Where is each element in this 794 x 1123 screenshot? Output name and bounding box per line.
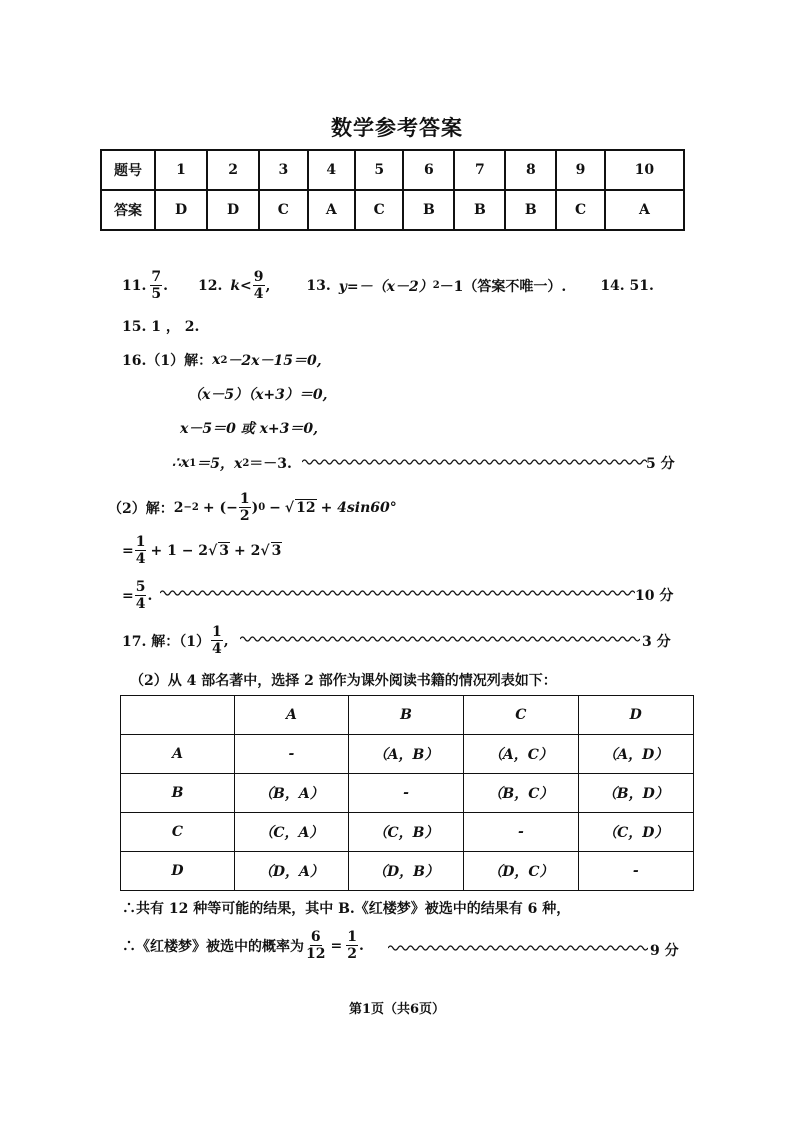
q12-operator: < — [240, 277, 252, 294]
q16-p2-l3-fraction — [135, 580, 147, 611]
q16-p2-l3-b: . — [147, 587, 153, 604]
column-header: D — [578, 696, 694, 735]
answer-cell: D — [207, 190, 259, 230]
answer-table-answer-row — [101, 190, 684, 230]
question-number: 3 — [259, 150, 307, 190]
q17-c2-denominator2: 2 — [347, 946, 357, 962]
table-row — [121, 852, 694, 891]
q17-score-2: 9 分 — [650, 943, 679, 959]
q16-p2-radicand: 12 — [296, 500, 316, 516]
q17-c2-fraction1 — [305, 930, 326, 961]
q17-part2-text: （2）从 4 部名著中，选择 2 部作为课外阅读书籍的情况列表如下： — [130, 673, 557, 689]
q16-p2-l2-b: + 1 − 2 — [150, 542, 209, 559]
answer-cell: C — [259, 190, 307, 230]
row-header: A — [121, 735, 235, 774]
q16-line2: （x－5）（x+3）＝0, — [188, 387, 328, 403]
q16-p2-l2-denominator: 4 — [135, 551, 146, 567]
column-header: C — [464, 696, 578, 735]
wavy-score-line — [302, 458, 647, 466]
table-cell: （D，A） — [235, 852, 349, 891]
table-cell: （C，B） — [348, 813, 463, 852]
answer-table — [100, 149, 685, 231]
q16-p2-a: 2 — [173, 499, 184, 516]
wavy-score-line — [240, 635, 640, 643]
q16-p2-fraction — [239, 492, 251, 523]
permutation-header-row — [121, 696, 694, 735]
q11-label: 11. — [122, 277, 147, 294]
q16-part2-line3 — [122, 580, 152, 611]
q12-label: 12. — [197, 277, 223, 294]
q16-p2-d: − — [269, 499, 281, 516]
q16-p2-exp: −2 — [183, 502, 199, 513]
sqrt-symbol: √ — [208, 542, 218, 559]
q15-answer: 15. 1 ， 2. — [122, 319, 200, 335]
question-number: 5 — [355, 150, 403, 190]
q11-fraction — [150, 270, 162, 301]
q17-c2-equals: = — [330, 937, 343, 954]
q17-numerator: 1 — [211, 624, 222, 640]
q16-intro: 16.（1）解： — [122, 353, 213, 369]
wavy-score-line — [160, 589, 635, 597]
q16-p2-b: + (− — [202, 499, 238, 516]
q16-p2-l2-a: = — [122, 542, 134, 559]
q17-c2-numerator1: 6 — [310, 929, 321, 945]
row-header: D — [121, 852, 235, 891]
table-cell: - — [464, 813, 578, 852]
q16-line3: x－5＝0 或 x+3＝0, — [180, 421, 319, 437]
q17-c2-numerator2: 1 — [347, 929, 357, 945]
table-cell: （D，B） — [348, 852, 463, 891]
q16-eq4-sub1: 1 — [189, 457, 197, 469]
q16-score-2: 10 分 — [635, 588, 674, 604]
q12-numerator: 9 — [253, 269, 264, 285]
answer-table-number-row — [101, 150, 684, 190]
q17-denominator: 4 — [211, 641, 222, 657]
q16-eq1-exponent: 2 — [220, 354, 228, 366]
q16-p2-exp0: 0 — [258, 502, 266, 513]
q16-p2-e: + 4sin60° — [320, 499, 397, 516]
answer-cell: A — [605, 190, 684, 230]
q16-part2-line1 — [108, 492, 397, 523]
q17-c2-fraction2 — [346, 930, 358, 961]
q16-p2-l3-a: = — [122, 587, 134, 604]
q13-expression: y=－（x－2） — [338, 278, 433, 295]
question-number: 10 — [605, 150, 684, 190]
answer-cell: A — [308, 190, 355, 230]
q13-label: 13. — [306, 277, 331, 294]
column-header: A — [235, 696, 349, 735]
table-cell: （B，C） — [464, 774, 578, 813]
q16-p2-l3-numerator: 5 — [135, 579, 146, 595]
table-cell: （A，C） — [464, 735, 578, 774]
q17-line1 — [122, 625, 229, 656]
table-row — [121, 774, 694, 813]
table-cell: - — [578, 852, 694, 891]
question-number: 4 — [308, 150, 355, 190]
permutation-table — [120, 695, 694, 891]
q17-intro: 17. 解：（1） — [122, 633, 210, 650]
answer-cell: D — [155, 190, 207, 230]
q17-score-1: 3 分 — [642, 634, 671, 650]
row-header: C — [121, 813, 235, 852]
question-number: 2 — [207, 150, 259, 190]
q16-score-1: 5 分 — [646, 456, 675, 472]
question-number: 9 — [556, 150, 604, 190]
q16-p2-denominator: 2 — [239, 508, 250, 524]
answer-cell: B — [505, 190, 556, 230]
answer-cell: C — [355, 190, 403, 230]
page-title: 数学参考答案 — [331, 115, 463, 140]
q11-tail: . — [163, 277, 168, 294]
q16-eq1-var: x — [212, 352, 221, 368]
table-cell: （A，B） — [348, 735, 463, 774]
table-row — [121, 813, 694, 852]
q11-denominator: 5 — [151, 286, 162, 302]
q16-line4 — [172, 453, 292, 473]
q16-eq4-a: ∴x — [172, 455, 190, 471]
answer-table-answer-label: 答案 — [101, 190, 155, 230]
table-row — [121, 735, 694, 774]
table-cell: （B，D） — [578, 774, 694, 813]
q16-p2-l2-fraction — [135, 535, 147, 566]
question-number: 8 — [505, 150, 556, 190]
wavy-score-line — [388, 944, 648, 952]
answer-cell: B — [403, 190, 454, 230]
q17-fraction — [211, 625, 223, 656]
question-number: 1 — [155, 150, 207, 190]
q12-denominator: 4 — [253, 286, 264, 302]
row-header: B — [121, 774, 235, 813]
answers-11-14-line — [122, 270, 654, 301]
q16-eq4-sub2: 2 — [242, 457, 250, 469]
q16-p2-l2-c: + 2 — [234, 542, 261, 559]
q16-p2-numerator: 1 — [239, 491, 250, 507]
q16-eq4-b: ＝5，x — [196, 456, 243, 472]
q16-p2-c: ) — [251, 499, 259, 516]
q12-tail: , — [265, 277, 271, 294]
q12-variable: k — [230, 277, 241, 294]
table-cell: - — [235, 735, 349, 774]
q13-rest: －1（答案不唯一）. — [439, 278, 567, 295]
q16-p2-l2-radicand1: 3 — [219, 543, 230, 559]
answer-table-header-label: 题号 — [101, 150, 155, 190]
sqrt-symbol: √ — [260, 542, 270, 559]
q11-numerator: 7 — [151, 269, 162, 285]
q16-p2-l2-radicand2: 3 — [271, 543, 282, 559]
q16-p2-l3-denominator: 4 — [135, 596, 146, 612]
table-cell: - — [348, 774, 463, 813]
table-cell: （D，C） — [464, 852, 578, 891]
q17-c2-tail: . — [358, 937, 364, 954]
q14-answer: 14. 51. — [600, 277, 654, 294]
question-number: 7 — [454, 150, 505, 190]
q16-part2-line2 — [122, 535, 282, 566]
question-number: 6 — [403, 150, 454, 190]
q16-eq4-c: ＝－3. — [249, 456, 292, 472]
q17-tail: , — [223, 632, 229, 649]
q13-exponent: 2 — [432, 280, 440, 291]
answer-cell: B — [454, 190, 505, 230]
q17-c2-denominator1: 12 — [306, 946, 326, 962]
table-cell: （C，D） — [578, 813, 694, 852]
sqrt-symbol: √ — [284, 499, 295, 516]
q16-p2-intro: （2）解： — [108, 500, 174, 517]
q17-c2-text: ∴《红楼梦》被选中的概率为 — [122, 938, 304, 955]
q16-line1 — [122, 350, 322, 370]
q16-p2-l2-numerator: 1 — [135, 534, 146, 550]
table-cell: （A，D） — [578, 735, 694, 774]
q17-conclusion-1: ∴共有 12 种等可能的结果，其中 B.《红楼梦》被选中的结果有 6 种， — [122, 901, 571, 917]
page-footer: 第1页（共6页） — [348, 1002, 446, 1017]
answer-cell: C — [556, 190, 604, 230]
column-header: B — [348, 696, 463, 735]
q17-conclusion-2 — [122, 930, 364, 961]
empty-corner-cell — [121, 696, 235, 735]
table-cell: （C，A） — [235, 813, 349, 852]
table-cell: （B，A） — [235, 774, 349, 813]
q12-fraction — [253, 270, 265, 301]
q16-eq1-rest: －2x－15＝0, — [227, 353, 322, 369]
